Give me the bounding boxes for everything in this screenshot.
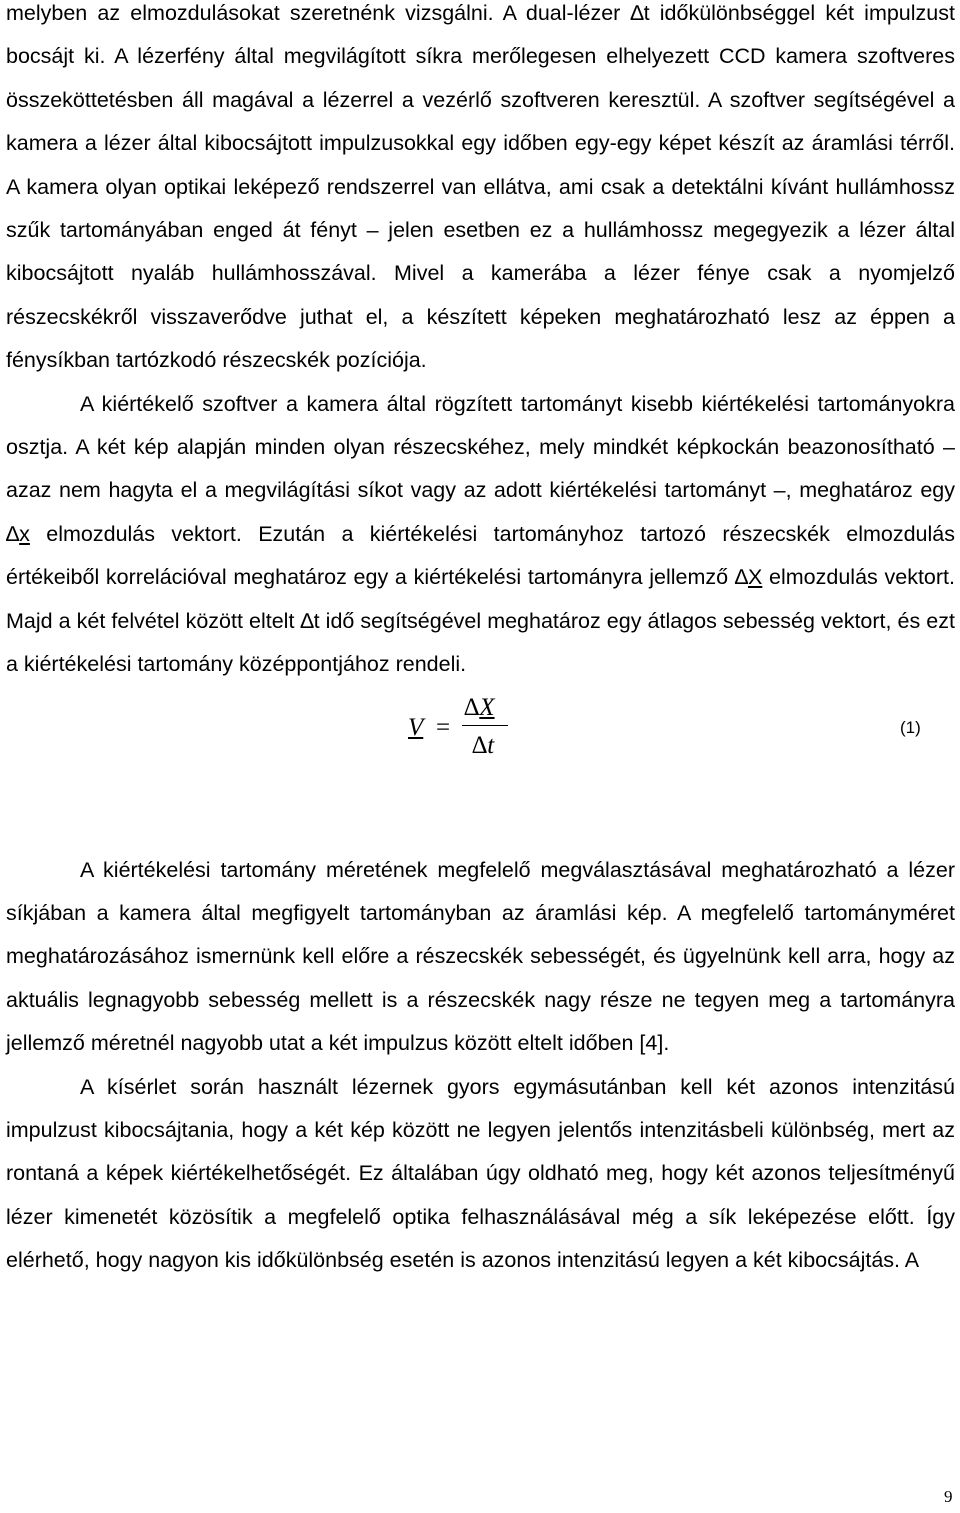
velocity-vector-symbol: V [408, 713, 424, 741]
denominator-delta: ∆ [472, 731, 488, 759]
paragraph-2 [6, 383, 955, 687]
paragraph-2-text-b: elmozdulás vektort. Ezután a kiértékelési tartományhoz tartozó részecskék elmozdulás értékeiből korrelációval meghatároz egy a kiértékelési tartományra jellemző [6, 521, 955, 590]
numerator-delta: ∆ [464, 693, 480, 721]
numerator-variable: X [479, 693, 495, 721]
equation-numerator [464, 693, 495, 723]
document-page [6, 0, 955, 1283]
equation-denominator [472, 731, 494, 761]
paragraph-2-text-c: elmozdulás vektort. Majd a két felvétel között eltelt [6, 565, 955, 633]
paragraph-1 [6, 0, 955, 383]
equation-1 [6, 691, 955, 801]
paragraph-2-text-a: A kiértékelő szoftver a kamera által rögzített tartományt kisebb kiértékelési tartományokra osztja. A két kép alapján minden olyan részecskéhez, mely mindkét képkockán beazonosítható – azaz nem hagyta el a megvilágítási síkot vagy az adott kiértékelési tartományt –, meghatároz egy [6, 391, 955, 503]
fraction-bar [462, 725, 508, 727]
paragraph-3 [6, 849, 955, 1066]
equation-equals-sign: = [436, 713, 451, 741]
equation-number: (1) [900, 717, 921, 737]
paragraph-1-text-a: melyben az elmozdulásokat szeretnénk vizsgálni. A dual-lézer [6, 1, 631, 25]
denominator-variable: t [487, 731, 495, 759]
delta-symbol: ∆ [6, 521, 20, 546]
paragraph-4-text: A kísérlet során használt lézernek gyors egymásutánban kell két azonos intenzitású impulzust kibocsájtania, hogy a két kép között ne legyen jelentős intenzitásbeli különbség, mert az rontaná a képek kiértékelhetőségét. Ez általában úgy oldható meg, hogy két azonos teljesítményű lézer kimenetét közösítik a megfelelő optika felhasználásával még a sík leképezése előtt. Így elérhető, hogy nagyon kis időkülönbség esetén is azonos intenzitású legyen a két kibocsájtás. A [6, 1074, 955, 1273]
page-number: 9 [944, 1487, 953, 1506]
equation-lhs [408, 713, 423, 743]
delta-symbol: ∆ [734, 565, 748, 590]
vector-X-symbol: X [747, 565, 763, 590]
paragraph-3-text: A kiértékelési tartomány méretének megfelelő megválasztásával meghatározható a lézer síkjában a kamera által megfigyelt tartományban az áramlási kép. A megfelelő tartományméret meghatározásához ismernünk kell előre a részecskék sebességét, és ügyelnünk kell arra, hogy az aktuális legnagyobb sebesség mellett is a részecskék nagy része ne tegyen meg a tartományra jellemző méretnél nagyobb utat a két impulzus között eltelt időben [4]. [6, 857, 955, 1056]
paragraph-2-text-d: ∆t idő segítségével meghatároz egy átlagos sebesség vektort, és ezt a kiértékelési tartomány középpontjához rendeli. [6, 608, 955, 677]
vector-x-symbol: x [19, 521, 30, 546]
paragraph-4 [6, 1066, 955, 1283]
paragraph-1-text-b: ∆t időkülönbséggel két impulzust bocsájt ki. A lézerfény által megvilágított síkra merőlegesen elhelyezett CCD kamera szoftveres összeköttetésben áll magával a lézerrel a vezérlő szoftveren keresztül. A szoftver segítségével a kamera a lézer által kibocsájtott impulzusokkal egy időben egy-egy képet készít az áramlási térről. A kamera olyan optikai leképező rendszerrel van ellátva, ami csak a detektálni kívánt hullámhossz szűk tartományában enged át fényt – jelen esetben ez a hullámhossz megegyezik a lézer által kibocsájtott nyaláb hullámhosszával. Mivel a kamerába a lézer fénye csak a nyomjelző részecskékről visszaverődve juthat el, a készített képeken meghatározható lesz az éppen a fénysíkban tartózkodó részecskék pozíciója. [6, 1, 955, 373]
